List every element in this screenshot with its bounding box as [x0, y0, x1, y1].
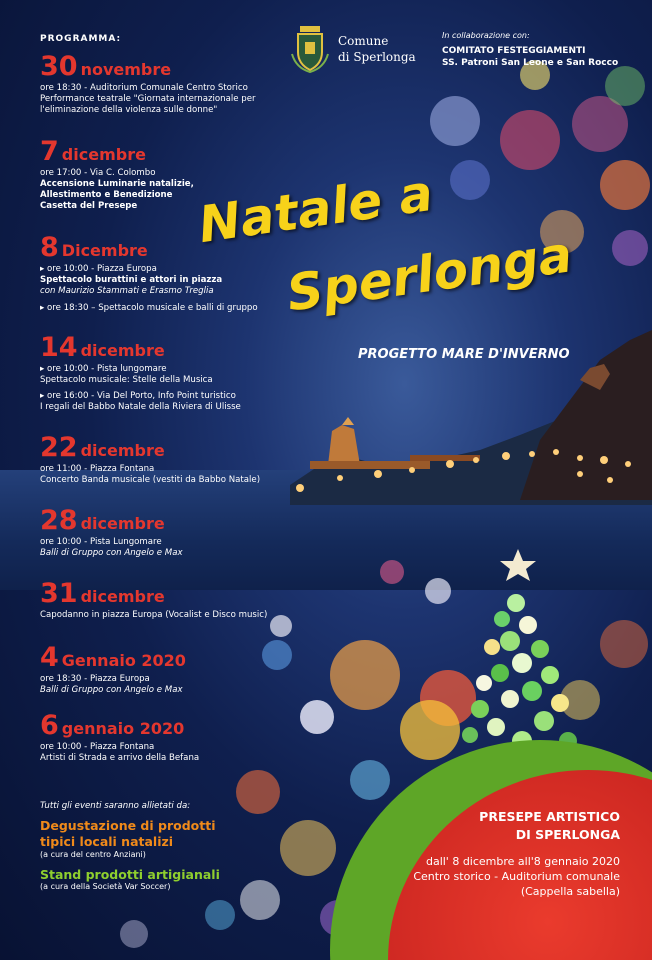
event-item [40, 53, 330, 116]
bokeh-circle [120, 920, 148, 948]
event-line: l'eliminazione della violenza sulle donne" [40, 105, 218, 115]
presepe-title2: DI SPERLONGA [515, 827, 620, 842]
presepe-place2: (Cappella sabella) [520, 885, 620, 898]
comune-name [338, 33, 416, 65]
programma-label: PROGRAMMA: [40, 34, 122, 44]
event-month: dicembre [80, 514, 165, 533]
bokeh-circle [205, 900, 235, 930]
event-item [40, 712, 330, 764]
event-date [40, 234, 330, 261]
presepe-title1: PRESEPE ARTISTICO [479, 809, 620, 824]
presepe-details [413, 854, 620, 899]
event-item [40, 234, 330, 314]
event-day: 30 [40, 51, 78, 82]
event-date [40, 712, 330, 739]
bokeh-circle [500, 110, 560, 170]
presepe-place: Centro storico - Auditorium comunale [413, 870, 620, 883]
event-line: Artisti di Strada e arrivo della Befana [40, 753, 200, 763]
event-month: dicembre [80, 587, 165, 606]
event-line: ore 10:00 - Piazza Fontana [40, 742, 155, 752]
event-line: ore 18:30 - Piazza Europa [40, 674, 150, 684]
event-day: 6 [40, 710, 59, 741]
collaboration-block [442, 31, 618, 68]
degustazione-sub: (a cura del centro Anziani) [40, 850, 146, 859]
presepe-dates: dall' 8 dicembre all'8 gennaio 2020 [425, 855, 620, 868]
event-month: Dicembre [61, 241, 148, 260]
collab-line1: COMITATO FESTEGGIAMENTI [442, 46, 586, 56]
event-date [40, 580, 330, 607]
event-month: dicembre [80, 341, 165, 360]
event-day: 28 [40, 505, 78, 536]
event-date [40, 434, 330, 461]
event-day: 22 [40, 432, 78, 463]
bokeh-circle [600, 160, 650, 210]
bokeh-circle [605, 66, 645, 106]
event-day: 8 [40, 232, 59, 263]
title-line1: Natale a [195, 163, 437, 255]
comune-line1: Comune [338, 34, 389, 48]
christmas-tree-lights [440, 545, 590, 765]
event-line: con Maurizio Stammati e Erasmo Treglia [40, 286, 214, 296]
event-date [40, 507, 330, 534]
event-month: Gennaio 2020 [61, 651, 186, 670]
event-line: ▸ ore 16:00 - Via Del Porto, Info Point turistico [40, 391, 236, 401]
event-date [40, 53, 330, 80]
event-line: ore 11:00 - Piazza Fontana [40, 464, 155, 474]
event-month: gennaio 2020 [61, 719, 185, 738]
event-month: dicembre [80, 441, 165, 460]
event-date [40, 138, 330, 165]
event-item [40, 580, 330, 621]
event-month: dicembre [61, 145, 146, 164]
bokeh-circle [350, 760, 390, 800]
event-line: Spettacolo musicale: Stelle della Musica [40, 375, 213, 385]
event-line: I regali del Babbo Natale della Riviera di Ulisse [40, 402, 241, 412]
event-day: 31 [40, 578, 78, 609]
event-line: ore 17:00 - Via C. Colombo [40, 168, 156, 178]
comune-line2: di Sperlonga [338, 50, 416, 64]
event-line: ▸ ore 10:00 - Pista lungomare [40, 364, 167, 374]
presepe-block [413, 808, 620, 899]
subtitle: PROGETTO MARE D'INVERNO [358, 347, 570, 362]
event-date [40, 334, 330, 361]
event-line: ▸ ore 18:30 – Spettacolo musicale e balli di gruppo [40, 303, 258, 313]
bokeh-circle [450, 160, 490, 200]
event-day: 4 [40, 642, 59, 673]
event-line: ore 10:00 - Pista Lungomare [40, 537, 162, 547]
degustazione-line2: tipici locali natalizi [40, 834, 174, 849]
collab-line2: SS. Patroni San Leone e San Rocco [442, 58, 619, 68]
event-line: Allestimento e Benedizione [40, 190, 173, 200]
bokeh-circle [330, 640, 400, 710]
event-line: Capodanno in piazza Europa (Vocalist e Disco music) [40, 610, 268, 620]
event-item [40, 138, 330, 212]
event-line: Balli di Gruppo con Angelo e Max [40, 685, 183, 695]
event-line: ▸ ore 10:00 - Piazza Europa [40, 264, 157, 274]
event-item [40, 644, 330, 696]
bokeh-circle [430, 96, 480, 146]
bokeh-circle [380, 560, 404, 584]
event-line: Accensione Luminarie natalizie, [40, 179, 194, 189]
event-line: ore 18:30 - Auditorium Comunale Centro Storico [40, 83, 248, 93]
degustazione-title [40, 818, 300, 850]
event-line: Balli di Gruppo con Angelo e Max [40, 548, 183, 558]
event-day: 14 [40, 332, 78, 363]
bokeh-circle [600, 620, 648, 668]
footer-note: Tutti gli eventi saranno allietati da: [40, 801, 191, 811]
event-item [40, 507, 330, 559]
collab-intro: In collaborazione con: [442, 31, 530, 40]
event-line: Concerto Banda musicale (vestiti da Babbo Natale) [40, 475, 261, 485]
footer-notes [40, 801, 300, 891]
stand-sub: (a cura della Società Var Soccer) [40, 882, 171, 891]
stand-title: Stand prodotti artigianali [40, 867, 220, 882]
event-month: novembre [80, 60, 172, 79]
event-line: Performance teatrale "Giornata internazionale per [40, 94, 256, 104]
event-item [40, 434, 330, 486]
event-day: 7 [40, 136, 59, 167]
title-line2: Sperlonga [283, 225, 576, 323]
event-date [40, 644, 330, 671]
coast-lights [280, 430, 652, 510]
degustazione-line1: Degustazione di prodotti [40, 818, 216, 833]
event-item [40, 334, 330, 413]
bokeh-circle [612, 230, 648, 266]
event-line: Spettacolo burattini e attori in piazza [40, 275, 223, 285]
event-line: Casetta del Presepe [40, 201, 138, 211]
